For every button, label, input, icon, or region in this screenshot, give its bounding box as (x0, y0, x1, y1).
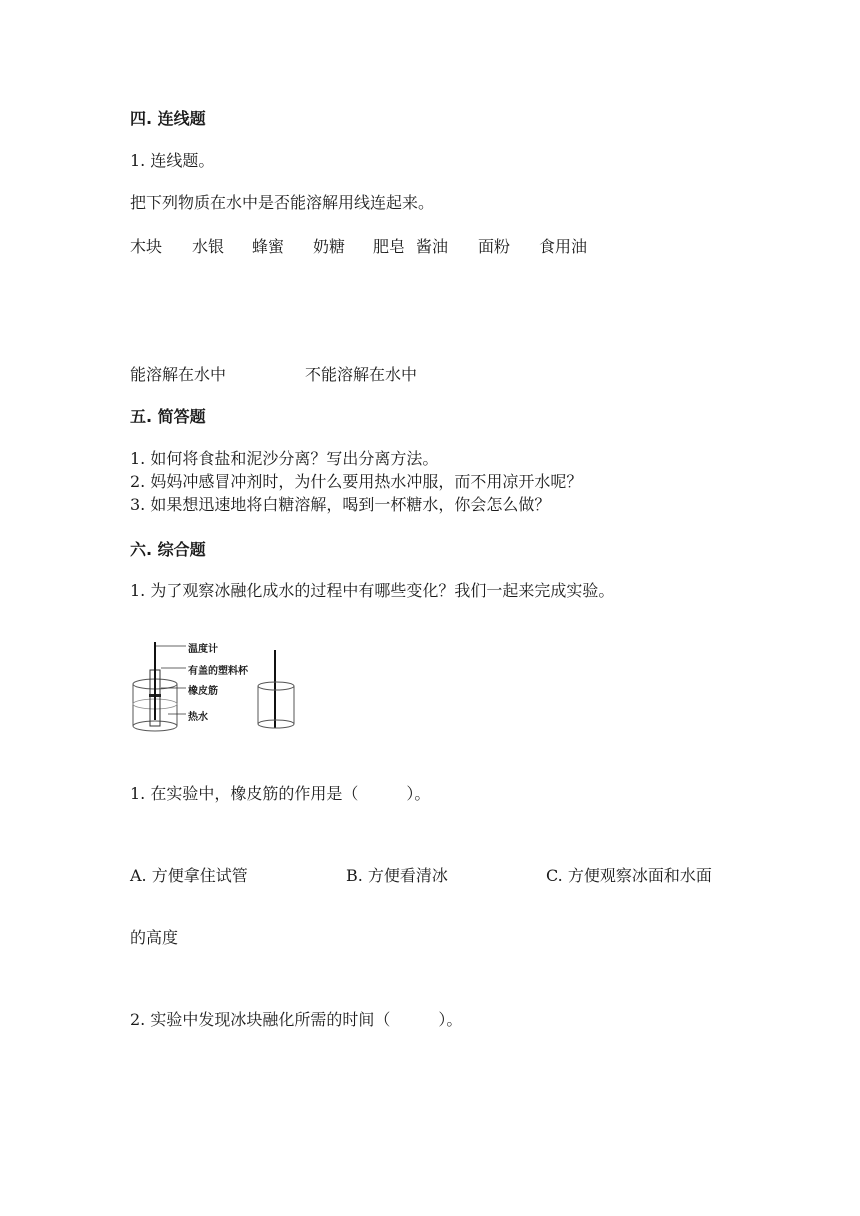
item-milk-candy: 奶糖 (313, 237, 346, 256)
section-heading-4: 四. 连线题 (130, 109, 206, 128)
question-5-2: 2. 妈妈冲感冒冲剂时，为什么要用热水冲服，而不用凉开水呢？ (130, 472, 583, 491)
item-mercury: 水银 (192, 237, 225, 256)
option-c: C. 方便观察冰面和水面 (546, 866, 712, 885)
label-thermometer: 温度计 (188, 644, 218, 655)
label-plastic-cup: 有盖的塑料杯 (188, 666, 248, 677)
item-honey: 蜂蜜 (252, 237, 285, 256)
section-heading-6: 六. 综合题 (130, 540, 206, 559)
question-6-1: 1. 为了观察冰融化成水的过程中有哪些变化？我们一起来完成实验。 (130, 581, 615, 600)
experiment-figure (128, 632, 308, 736)
sub-question-2: 2. 实验中发现冰块融化所需的时间（ ）。 (130, 1010, 463, 1029)
experiment-illustration (128, 632, 308, 736)
label-hot-water: 热水 (188, 712, 208, 723)
item-wood: 木块 (130, 237, 163, 256)
item-soap: 肥皂 (373, 237, 406, 256)
label-rubber-band: 橡皮筋 (188, 686, 218, 697)
item-cooking-oil: 食用油 (539, 237, 588, 256)
instruction-text: 把下列物质在水中是否能溶解用线连起来。 (130, 193, 435, 212)
sub-question-1: 1. 在实验中，橡皮筋的作用是（ ）。 (130, 784, 431, 803)
category-insoluble: 不能溶解在水中 (305, 365, 418, 384)
question-5-3: 3. 如果想迅速地将白糖溶解，喝到一杯糖水，你会怎么做？ (130, 495, 551, 514)
option-b: B. 方便看清冰 (346, 866, 448, 885)
option-c-continued: 的高度 (130, 928, 179, 947)
question-4-1: 1. 连线题。 (130, 151, 215, 170)
question-5-1: 1. 如何将食盐和泥沙分离？写出分离方法。 (130, 449, 439, 468)
option-a: A. 方便拿住试管 (130, 866, 248, 885)
item-soy-sauce: 酱油 (416, 237, 449, 256)
item-flour: 面粉 (478, 237, 511, 256)
category-soluble: 能溶解在水中 (130, 365, 227, 384)
section-heading-5: 五. 简答题 (130, 407, 206, 426)
